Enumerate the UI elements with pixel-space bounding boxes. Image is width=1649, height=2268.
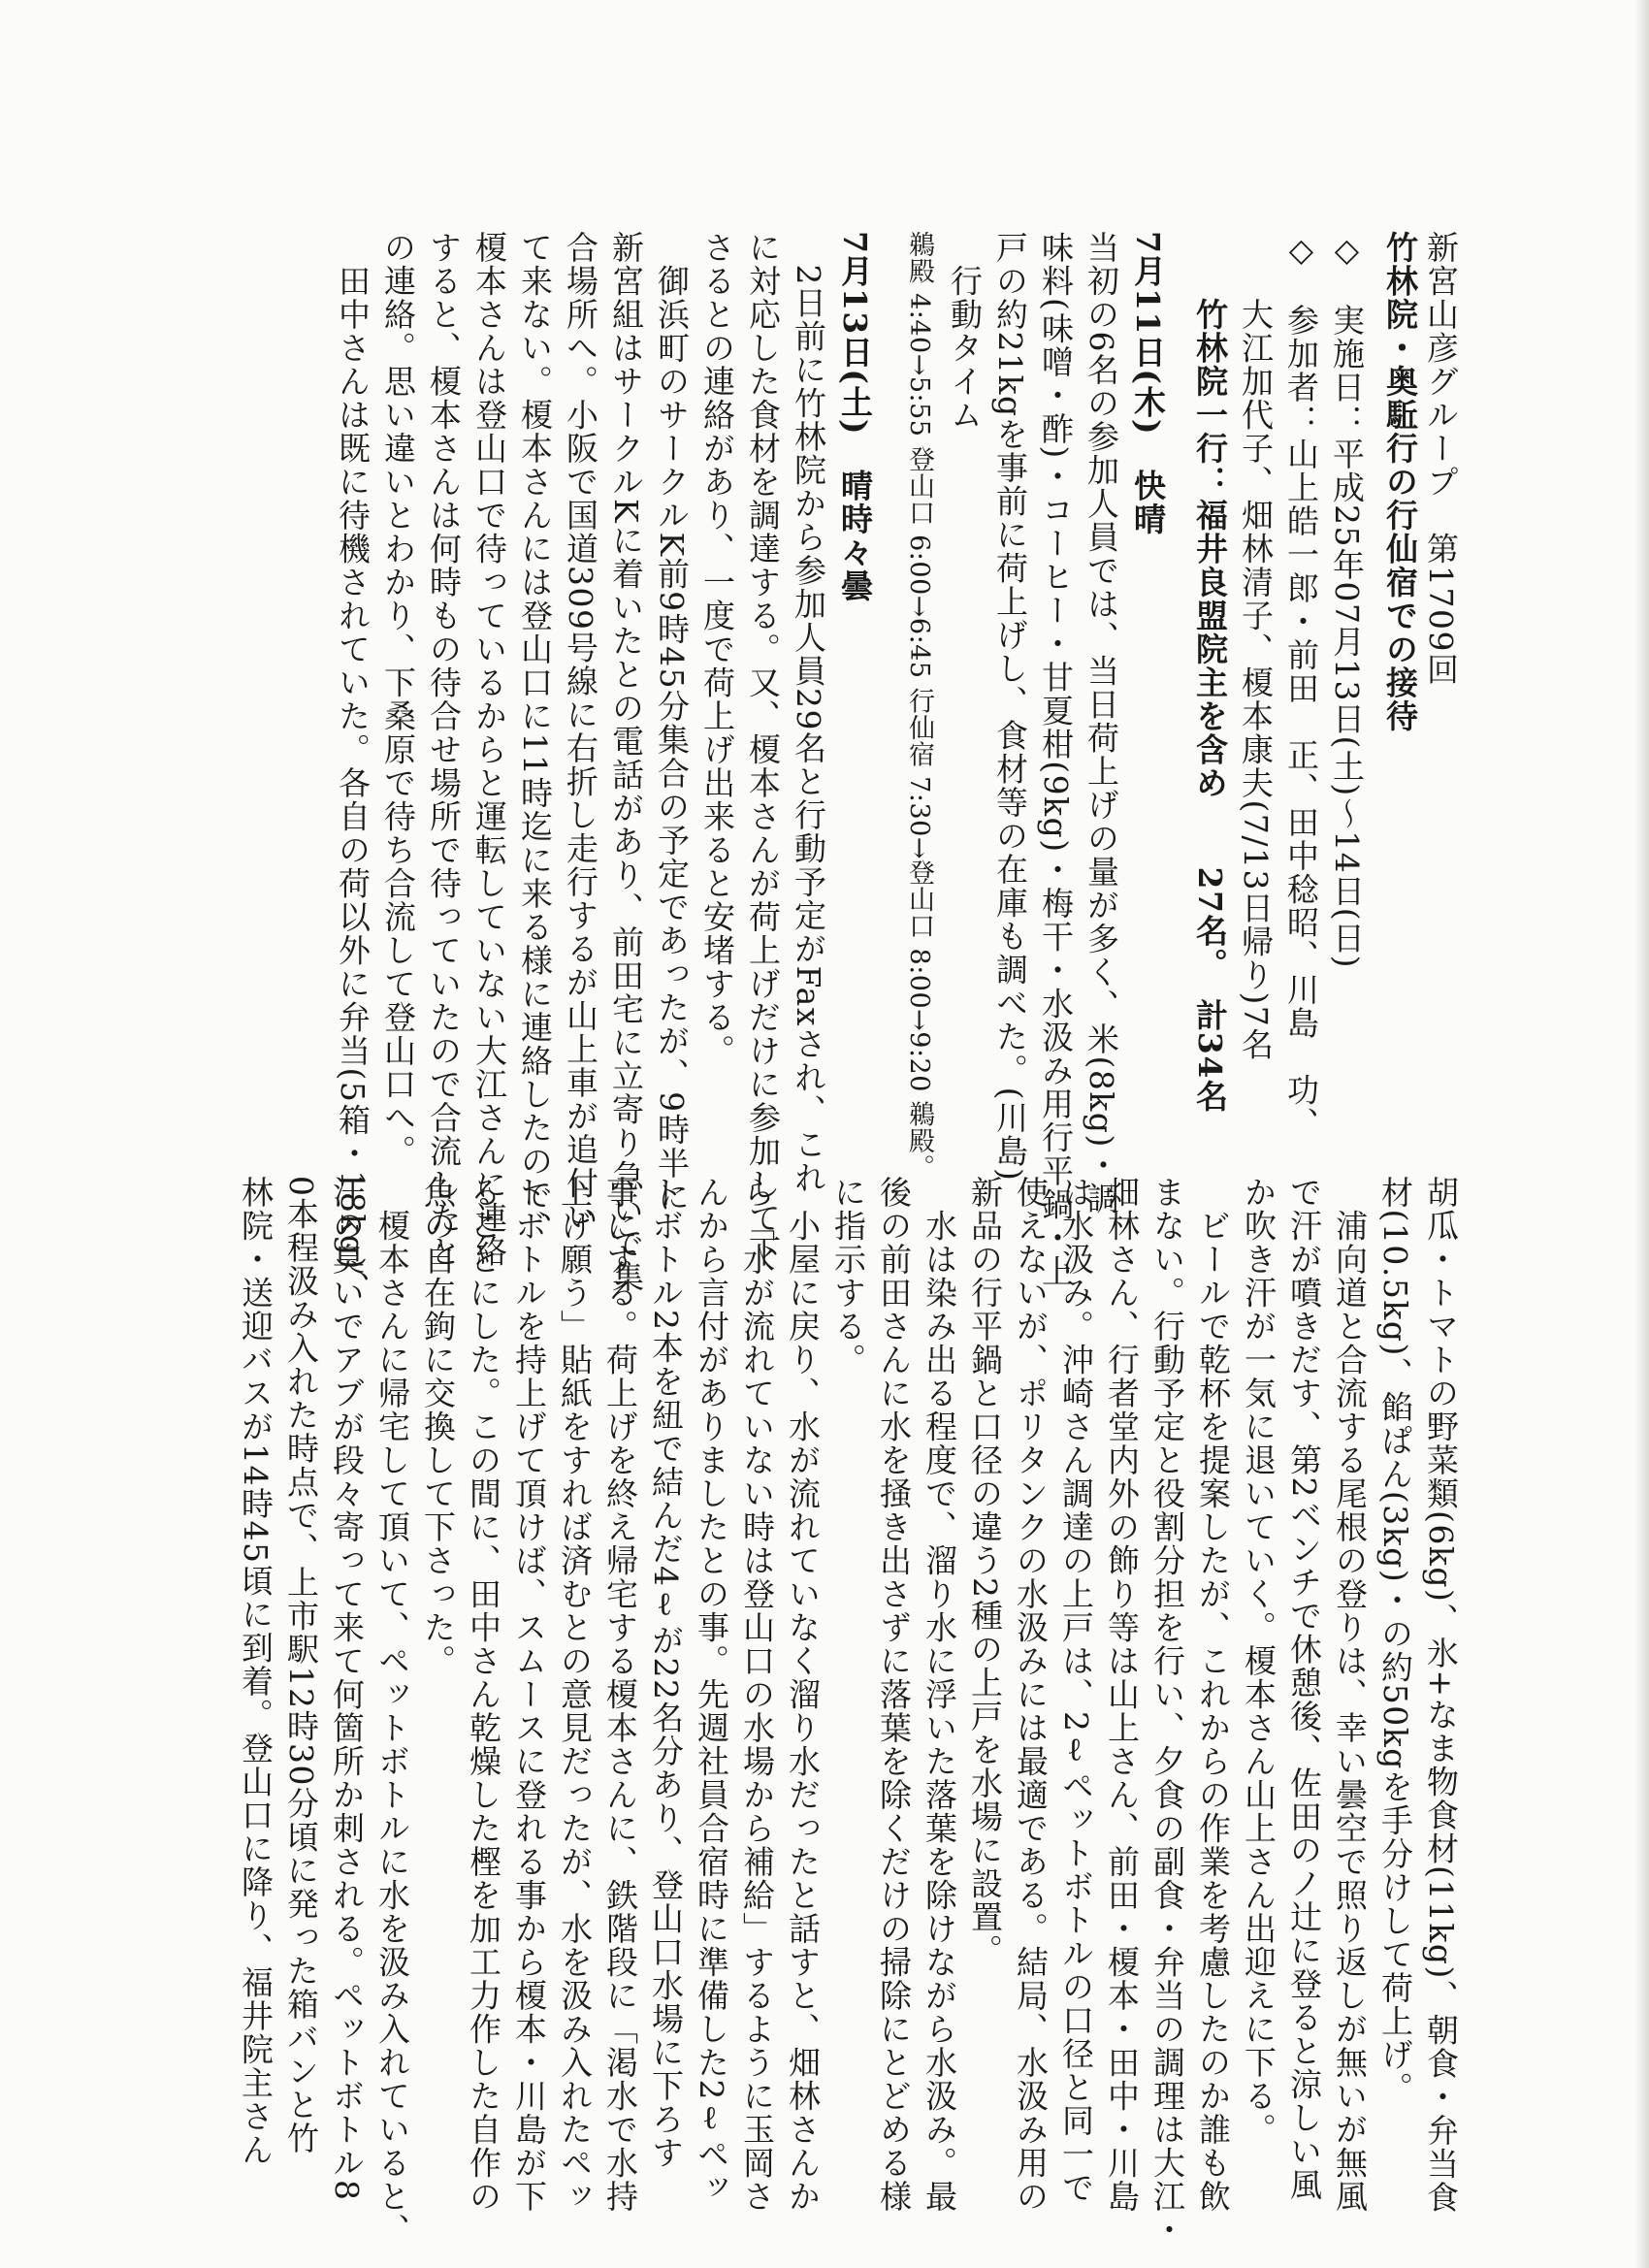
group-heading: 新宮山彦グループ 第1709回 bbox=[1422, 231, 1460, 687]
paragraph-line: 味料(味噌・酢)・コーヒー・甘夏柑(9kg)・梅干・水汲み用行平鍋・上 bbox=[1037, 231, 1075, 1289]
paragraph-line: 胡瓜・トマトの野菜類(6kg)、氷+なま物食材(11kg)、朝食・弁当食 bbox=[1422, 1176, 1460, 2215]
page-edge bbox=[1635, 0, 1649, 2268]
paragraph-line: さるとの連絡があり、一度で荷上げ出来ると安堵する。 bbox=[698, 231, 736, 1068]
paragraph-line: 水は染み出る程度で、溜り水に浮いた落葉を除けながら水汲み。最 bbox=[921, 1176, 958, 2214]
paragraph-line: に対応した食材を調達する。又、榎本さんが荷上げだけに参加して下 bbox=[744, 231, 782, 1269]
paragraph-line: 当初の6名の参加人員では、当日荷上げの量が多く、米(8kg)・調 bbox=[1083, 231, 1120, 1215]
paragraph-line: 浦向道と合流する尾根の登りは、幸い曇空で照り返しが無いが無風 bbox=[1331, 1176, 1369, 2214]
paragraph-line: 戸の約21kgを事前に荷上げし、食材等の在庫も調べた。(川島) bbox=[991, 231, 1029, 1183]
schedule-times: 鵜殿 4:40→5:55 登山口 6:00→6:45 行仙宿 7:30→登山口 8:00→9:20 鵜殿。 bbox=[904, 231, 934, 1182]
paragraph-line: すると、榎本さんは何時もの待合せ場所で待っていたので合流したと bbox=[425, 231, 463, 1269]
paragraph-line: 使えないが、ポリタンクの水汲みには最適である。結局、水汲み用の bbox=[1012, 1176, 1050, 2214]
paragraph-line: 合場所へ。小阪で国道309号線に右折し走行するが山上車が追付い bbox=[562, 231, 599, 1234]
paragraph-line: 林院・送迎バスが14時45頃に到着。登山口に降り、福井院主さん bbox=[237, 1176, 275, 2167]
participants-total: 竹林院一行：福井良盟院主を含め 27名。 計34名 bbox=[1191, 231, 1229, 1114]
paragraph-line: 魚の自在鉤に交換して下さった。 bbox=[419, 1176, 457, 1678]
paragraph-line: の連絡。思い違いとわかり、下桑原で待ち合流して登山口へ。 bbox=[379, 231, 417, 1168]
paragraph-line: んから言付がありましたとの事。先週社員合宿時に準備した2ℓペッ bbox=[693, 1176, 730, 2205]
paragraph-line: 御浜町のサークルK前9時45分集合の予定であったが、9時半に bbox=[653, 231, 691, 1215]
section-heading-0713: 7月13日(土) 晴時々曇 bbox=[836, 231, 874, 603]
paragraph-line: 田中さんは既に待機されていた。各自の荷以外に弁当(5箱・18kg)、 bbox=[334, 231, 372, 1305]
paragraph-line: 材(10.5kg)、餡ぱん(3kg)・の約50kgを手分けして荷上げ。 bbox=[1376, 1176, 1414, 2105]
schedule-heading: 行動タイム bbox=[946, 231, 984, 432]
paragraph-line: 2日前に竹林院から参加人員29名と行動予定がFaxされ、これ bbox=[790, 231, 827, 1195]
paragraph-line: て来ない。榎本さんには登山口に11時迄に来る様に連絡したので、 bbox=[516, 231, 554, 1246]
report-title: 竹林院・奥駈行の行仙宿での接待 bbox=[1381, 231, 1419, 733]
paragraph-line: ビールで乾杯を提案したが、これからの作業を考慮したのか誰も飲 bbox=[1194, 1176, 1232, 2214]
participants-line: ◇ 参加者：山上皓一郎・前田 正、田中稔昭、川島 功、 bbox=[1282, 231, 1320, 1141]
date-line: ◇ 実施日：平成25年07月13日(土)〜14日(日) bbox=[1328, 231, 1366, 969]
paragraph-line: 新宮組はサークルKに着いたとの電話があり、前田宅に立寄り急いで集 bbox=[607, 231, 645, 1294]
paragraph-line: 後の前田さんに水を掻き出さずに落葉を除くだけの掃除にとどめる様 bbox=[875, 1176, 913, 2214]
paragraph-line: 0本程汲み入れた時点で、上市駅12時30分頃に発った箱バンと竹 bbox=[282, 1176, 320, 2155]
paragraph-line: 汗の臭いでアブが段々寄って来て何箇所か刺される。ペットボトル8 bbox=[328, 1176, 366, 2202]
paragraph-line: トボトルを持上げて頂けば、スムースに登れる事から榎本・川島が下 bbox=[510, 1176, 548, 2214]
paragraph-line: 榎本さんは登山口で待っているからと運転していない大江さんに連絡 bbox=[470, 231, 508, 1269]
paragraph-line: ることにした。この間に、田中さん乾燥した樫を加工力作した自作の bbox=[465, 1176, 502, 2214]
paragraph-line: 榎本さんに帰宅して頂いて、ペットボトルに水を汲み入れていると、 bbox=[373, 1176, 411, 2247]
paragraph-line: 畑林さん、行者堂内外の飾り等は山上さん、前田・榎本・田中・川島 bbox=[1103, 1176, 1141, 2214]
participants-line: 大江加代子、畑林清子、榎本康夫(7/13日帰り)7名 bbox=[1237, 231, 1275, 1061]
paragraph-line: まない。行動予定と役割分担を行い、夕食の副食・弁当の調理は大江・ bbox=[1148, 1176, 1186, 2247]
paragraph-line: に指示する。 bbox=[829, 1176, 867, 1377]
section-heading-0711: 7月11日(木) 快晴 bbox=[1129, 231, 1167, 536]
paragraph-line: 上げ願う」貼紙をすれば済むとの意見だったが、水を汲み入れたペッ bbox=[556, 1176, 594, 2214]
paragraph-line: トボトル2本を紐で結んだ4ℓが22名分あり、登山口水場に下ろす bbox=[647, 1176, 685, 2170]
paragraph-line: 新品の行平鍋と口径の違う2種の上戸を水場に設置。 bbox=[966, 1176, 1004, 1967]
paragraph-line: 小屋に戻り、水が流れていなく溜り水だったと話すと、畑林さんか bbox=[784, 1176, 822, 2214]
paragraph-line: で汗が噴きだす、第2ベンチで休憩後、佐田のノ辻に登ると涼しい風 bbox=[1285, 1176, 1323, 2202]
paragraph-line: ら「水が流れていない時は登山口の水場から補給」するように玉岡さ bbox=[738, 1176, 776, 2214]
paragraph-line: は水汲み。沖崎さん調達の上戸は、2ℓペットボトルの口径と同一で bbox=[1057, 1176, 1095, 2205]
paragraph-line: か吹き汗が一気に退いていく。榎本さん山上さん出迎えに下る。 bbox=[1240, 1176, 1277, 2147]
paragraph-line: 事にする。荷上げを終え帰宅する榎本さんに、鉄階段に「渇水で水持 bbox=[601, 1176, 639, 2214]
